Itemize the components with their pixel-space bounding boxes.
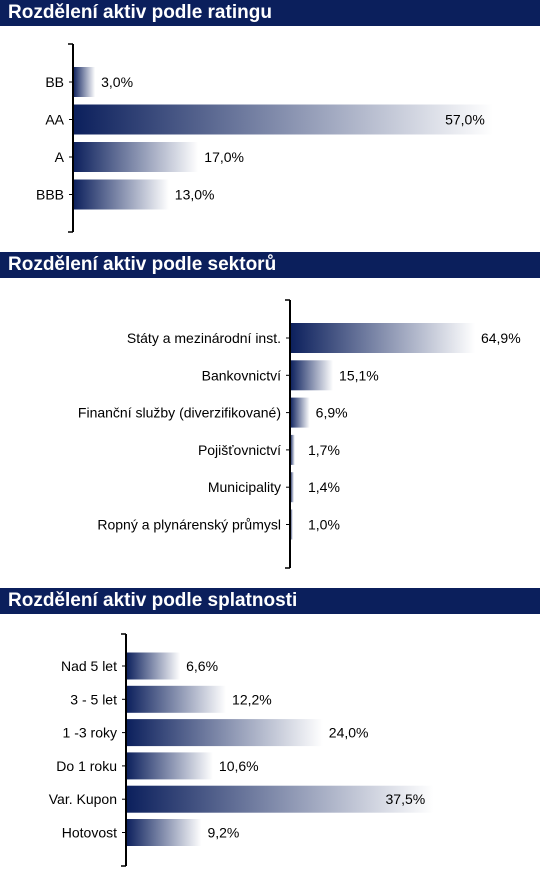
category-label: 3 - 5 let xyxy=(70,691,117,708)
bar xyxy=(73,67,95,97)
category-label: 1 -3 roky xyxy=(62,724,117,741)
category-label: Municipality xyxy=(207,479,281,496)
section-title-rating: Rozdělení aktiv podle ratingu xyxy=(0,0,540,26)
bar xyxy=(290,398,310,428)
category-label: BBB xyxy=(35,186,64,203)
bar xyxy=(73,105,493,135)
bar xyxy=(126,719,323,746)
bar xyxy=(290,360,333,390)
maturity-bar-chart xyxy=(0,614,540,872)
value-label: 64,9% xyxy=(480,330,521,346)
category-label: Nad 5 let xyxy=(60,658,117,674)
value-label: 12,2% xyxy=(232,691,272,708)
bar xyxy=(126,653,180,680)
bar xyxy=(73,180,169,210)
bar xyxy=(73,142,198,172)
value-label: 37,5% xyxy=(385,791,426,808)
value-label: 57,0% xyxy=(445,111,485,128)
category-label: Var. Kupon xyxy=(48,791,117,808)
bar xyxy=(126,686,226,713)
category-label: Bankovnictví xyxy=(201,367,281,384)
category-label: Do 1 roku xyxy=(56,757,117,774)
value-label: 17,0% xyxy=(204,149,244,165)
value-label: 3,0% xyxy=(101,74,134,90)
value-label: 24,0% xyxy=(328,724,369,741)
rating-bar-chart xyxy=(0,26,540,250)
value-label: 10,6% xyxy=(218,757,259,774)
bar xyxy=(126,819,201,846)
category-label: BB xyxy=(45,74,64,90)
category-label: Ropný a plynárenský průmysl xyxy=(97,516,281,533)
category-label: Finanční služby (diverzifikované) xyxy=(77,404,281,421)
bar xyxy=(290,323,475,353)
sector-bar-chart xyxy=(0,278,540,584)
value-label: 9,2% xyxy=(207,824,240,841)
value-label: 1,4% xyxy=(308,479,340,496)
value-label: 6,9% xyxy=(315,404,348,421)
bar xyxy=(126,752,213,779)
value-label: 1,7% xyxy=(308,441,340,458)
category-label: Pojišťovnictví xyxy=(197,441,281,458)
value-label: 13,0% xyxy=(174,186,215,203)
value-label: 1,0% xyxy=(308,516,340,533)
section-title-sectors: Rozdělení aktiv podle sektorů xyxy=(0,252,540,278)
category-label: Hotovost xyxy=(61,824,117,841)
category-label: A xyxy=(54,149,64,165)
value-label: 6,6% xyxy=(186,658,219,674)
category-label: AA xyxy=(45,111,64,128)
section-title-maturity: Rozdělení aktiv podle splatnosti xyxy=(0,588,540,614)
category-label: Státy a mezinárodní inst. xyxy=(126,330,281,346)
value-label: 15,1% xyxy=(339,367,379,384)
